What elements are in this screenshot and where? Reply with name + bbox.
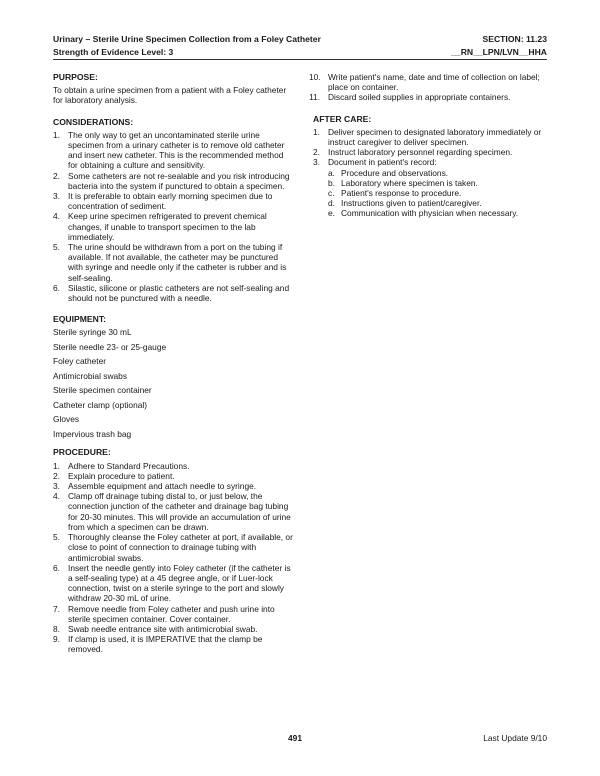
- page-number: 491: [288, 733, 302, 743]
- list-item: 1. Adhere to Standard Precautions.: [53, 460, 190, 471]
- purpose-text: To obtain a urine specimen from a patient with a Foley catheter for laboratory analysis.: [53, 85, 287, 106]
- considerations-heading: CONSIDERATIONS:: [53, 116, 134, 127]
- list-item: 4. Clamp off drainage tubing distal to, or just below, the connection junction of the catheter and drainage bag tubing for 20-30 minutes. This will provide an accumulation of urine from which a specimen can be drawn.: [53, 491, 291, 532]
- evidence-level: Strength of Evidence Level: 3: [53, 47, 174, 57]
- equipment-item: Impervious trash bag: [53, 428, 132, 439]
- aftercare-list: [313, 127, 549, 219]
- list-item: 4. Keep urine specimen refrigerated to prevent chemical changes, if unable to transport specimen to the lab immediately.: [53, 211, 267, 242]
- list-item: 2. Some catheters are not re-sealable and you risk introducing bacteria into the system if punctured to obtain a specimen.: [53, 170, 290, 191]
- equipment-item: Antimicrobial swabs: [53, 370, 128, 381]
- equipment-item: Sterile needle 23- or 25-gauge: [53, 341, 167, 352]
- left-column: [53, 72, 293, 655]
- last-update: Last Update 9/10: [483, 733, 547, 743]
- list-item: 1. Deliver specimen to designated laboratory immediately or instruct caregiver to deliver specimen.: [313, 126, 542, 148]
- list-item: 2. Instruct laboratory personnel regarding specimen.: [313, 147, 513, 158]
- header-divider: [53, 59, 547, 60]
- list-item: 6. Silastic, silicone or plastic catheters are not self-sealing and should not be punctured with a needle.: [53, 282, 290, 304]
- list-subitem: e. Communication with physician when necessary.: [328, 208, 519, 219]
- right-column: [309, 72, 549, 219]
- equipment-item: Foley catheter: [53, 356, 107, 367]
- equipment-item: Sterile specimen container: [53, 385, 152, 396]
- procedure-list: [53, 461, 293, 655]
- equipment-list: [53, 327, 293, 439]
- list-item: 8. Swab needle entrance site with antimicrobial swab.: [53, 623, 258, 634]
- list-item: 9. If clamp is used, it is IMPERATIVE that the clamp be removed.: [53, 634, 263, 655]
- list-subitem: b. Laboratory where specimen is taken.: [328, 177, 478, 188]
- list-item: 11. Discard soiled supplies in appropriate containers.: [309, 92, 511, 103]
- list-item: 1. The only way to get an uncontaminated sterile urine specimen from a urinary catheter is to remove old catheter and insert new catheter. This is the recommended method for obtaining a culture and sensitivity.: [53, 129, 285, 171]
- equipment-item: Catheter clamp (optional): [53, 399, 148, 410]
- section-number: SECTION: 11.23: [482, 34, 547, 44]
- list-item: 3. It is preferable to obtain early morning specimen due to concentration of sediment.: [53, 191, 273, 212]
- considerations-list: [53, 130, 293, 303]
- list-item: 5. Thoroughly cleanse the Foley catheter at port, if available, or close to point of connection to drainage tubing with antimicrobial swabs.: [53, 532, 293, 563]
- procedure-list-continued: [309, 72, 549, 103]
- list-subitem: c. Patient's response to procedure.: [328, 188, 462, 199]
- list-item: 6. Insert the needle gently into Foley catheter (if the catheter is a self-sealing type) at a 45 degree angle, or if Luer-lock connection, twist on a sterile syringe to the port and slowly withdraw 20-30 mL of urine.: [53, 562, 291, 604]
- list-item: 3. Document in patient's record:: [313, 157, 437, 168]
- list-item: 3. Assemble equipment and attach needle to syringe.: [53, 481, 257, 492]
- list-subitem: d. Instructions given to patient/caregiver.: [328, 198, 482, 209]
- purpose-heading: PURPOSE:: [53, 72, 98, 82]
- procedure-heading: PROCEDURE:: [53, 447, 111, 458]
- equipment-item: Sterile syringe 30 mL: [53, 327, 132, 338]
- list-subitem: a. Procedure and observations.: [328, 167, 449, 178]
- list-item: 5. The urine should be withdrawn from a port on the tubing if available. If not available, the catheter may be punctured with syringe and needle only if the catheter is rubber and is self-sealing.: [53, 242, 287, 283]
- document-title: Urinary – Sterile Urine Specimen Collection from a Foley Catheter: [53, 34, 321, 44]
- list-item: 2. Explain procedure to patient.: [53, 470, 175, 481]
- list-item: 10. Write patient's name, date and time of collection on label; place on container.: [309, 72, 540, 93]
- aftercare-heading: AFTER CARE:: [313, 113, 372, 124]
- list-item: 7. Remove needle from Foley catheter and push urine into sterile specimen container. Cover container.: [53, 603, 275, 624]
- equipment-heading: EQUIPMENT:: [53, 314, 106, 325]
- role-checkboxes: __RN__LPN/LVN__HHA: [451, 47, 547, 57]
- equipment-item: Gloves: [53, 414, 80, 425]
